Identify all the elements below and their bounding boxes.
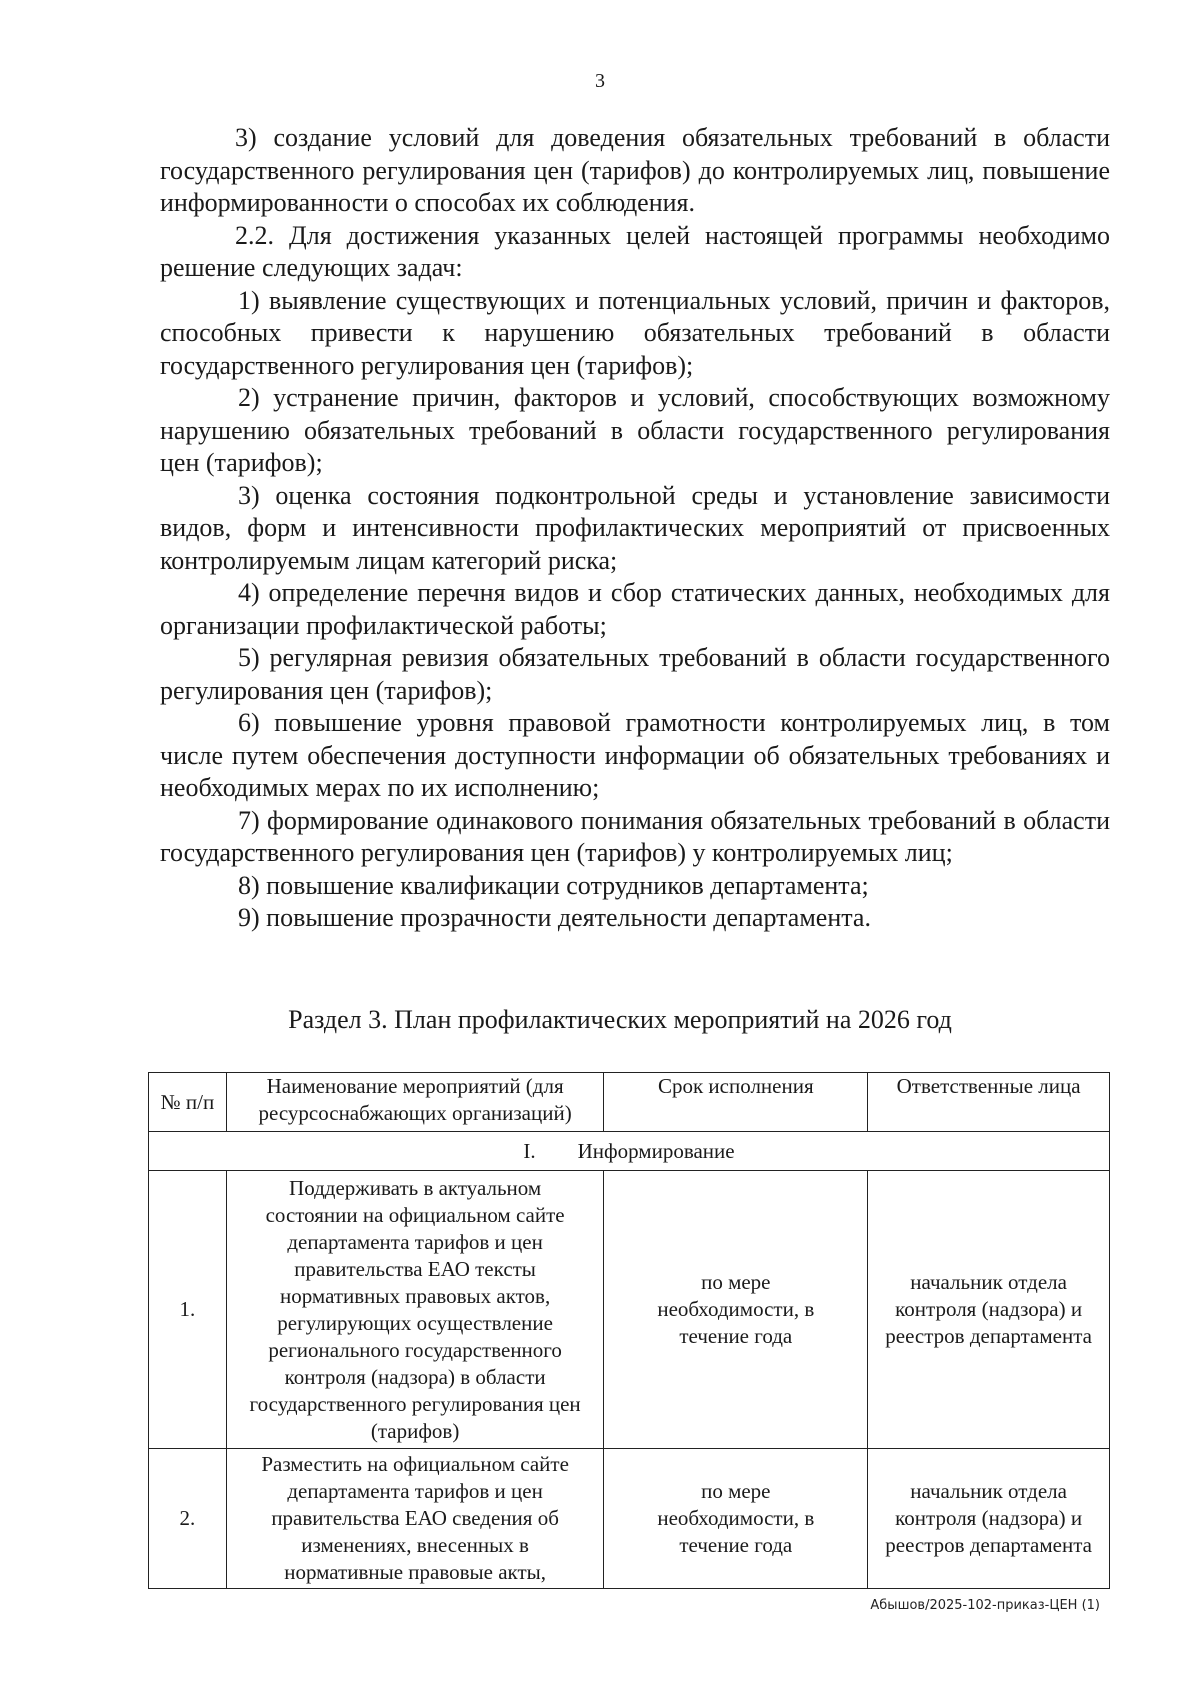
list-item: 9) повышение прозрачности деятельности департамента. [238,903,871,932]
header-num: № п/п [149,1073,227,1132]
list-item: 3) оценка состояния подконтрольной среды и установление зависимости видов, форм и интенсивности профилактических мероприятий от присвоенных контролируемым лицам категорий риска; [160,480,1110,575]
list-item: 7) формирование одинакового понимания обязательных требований в области государственного регулирования цен (тарифов) у контролируемых лиц; [160,805,1110,867]
row-deadline: по мере необходимости, в течение года [604,1171,868,1449]
row-responsible: начальник отдела контроля (надзора) и реестров департамента [868,1171,1110,1449]
table-row [149,1171,1110,1449]
row-num: 1. [149,1171,227,1449]
list-item: 6) повышение уровня правовой грамотности контролируемых лиц, в том числе путем обеспечения доступности информации об обязательных требованиях и необходимых мерах по их исполнению; [160,708,1110,802]
footer-code: Абышов/2025-102-приказ-ЦЕН (1) [870,1598,1100,1613]
header-responsible: Ответственные лица [868,1073,1110,1132]
header-name: Наименование мероприятий (для ресурсоснабжающих организаций) [226,1073,604,1132]
list-item: 5) регулярная ревизия обязательных требований в области государственного регулирования цен (тарифов); [160,643,1110,705]
row-num: 2. [149,1449,227,1589]
list-item: 4) определение перечня видов и сбор статических данных, необходимых для организации профилактической работы; [160,578,1110,640]
header-deadline: Срок исполнения [604,1073,868,1132]
row-deadline: по мере необходимости, в течение года [604,1449,868,1589]
row-name: Разместить на официальном сайте департамента тарифов и цен правительства ЕАО сведения об изменениях, внесенных в нормативные правовые акты, [226,1449,604,1589]
list-item: 2) устранение причин, факторов и условий, способствующих возможному нарушению обязательных требований в области государственного регулирования цен (тарифов); [160,383,1110,477]
paragraph: 3) создание условий для доведения обязательных требований в области государственного регулирования цен (тарифов) до контролируемых лиц, повышение информированности о способах их соблюдения. [160,123,1110,217]
plan-table [148,1072,1110,1589]
list-item: 1) выявление существующих и потенциальных условий, причин и факторов, способных привести к нарушению обязательных требований в области государственного регулирования цен (тарифов); [160,285,1110,380]
page-number: 3 [595,70,605,92]
table-row [149,1449,1110,1589]
section-title: Раздел 3. План профилактических мероприятий на 2026 год [288,1005,952,1034]
list-item: 8) повышение квалификации сотрудников департамента; [238,870,869,900]
table-header-row [149,1073,1110,1132]
body-text [160,122,1110,935]
row-responsible: начальник отдела контроля (надзора) и реестров департамента [868,1449,1110,1589]
table-group-row [149,1132,1110,1171]
group-title: I. Информирование [149,1132,1110,1171]
paragraph: 2.2. Для достижения указанных целей настоящей программы необходимо решение следующих задач: [160,220,1110,282]
row-name: Поддерживать в актуальном состоянии на официальном сайте департамента тарифов и цен правительства ЕАО тексты нормативных правовых актов, регулирующих осуществление регионального государственного контроля (надзора) в области государственного регулирования цен (тарифов) [226,1171,604,1449]
